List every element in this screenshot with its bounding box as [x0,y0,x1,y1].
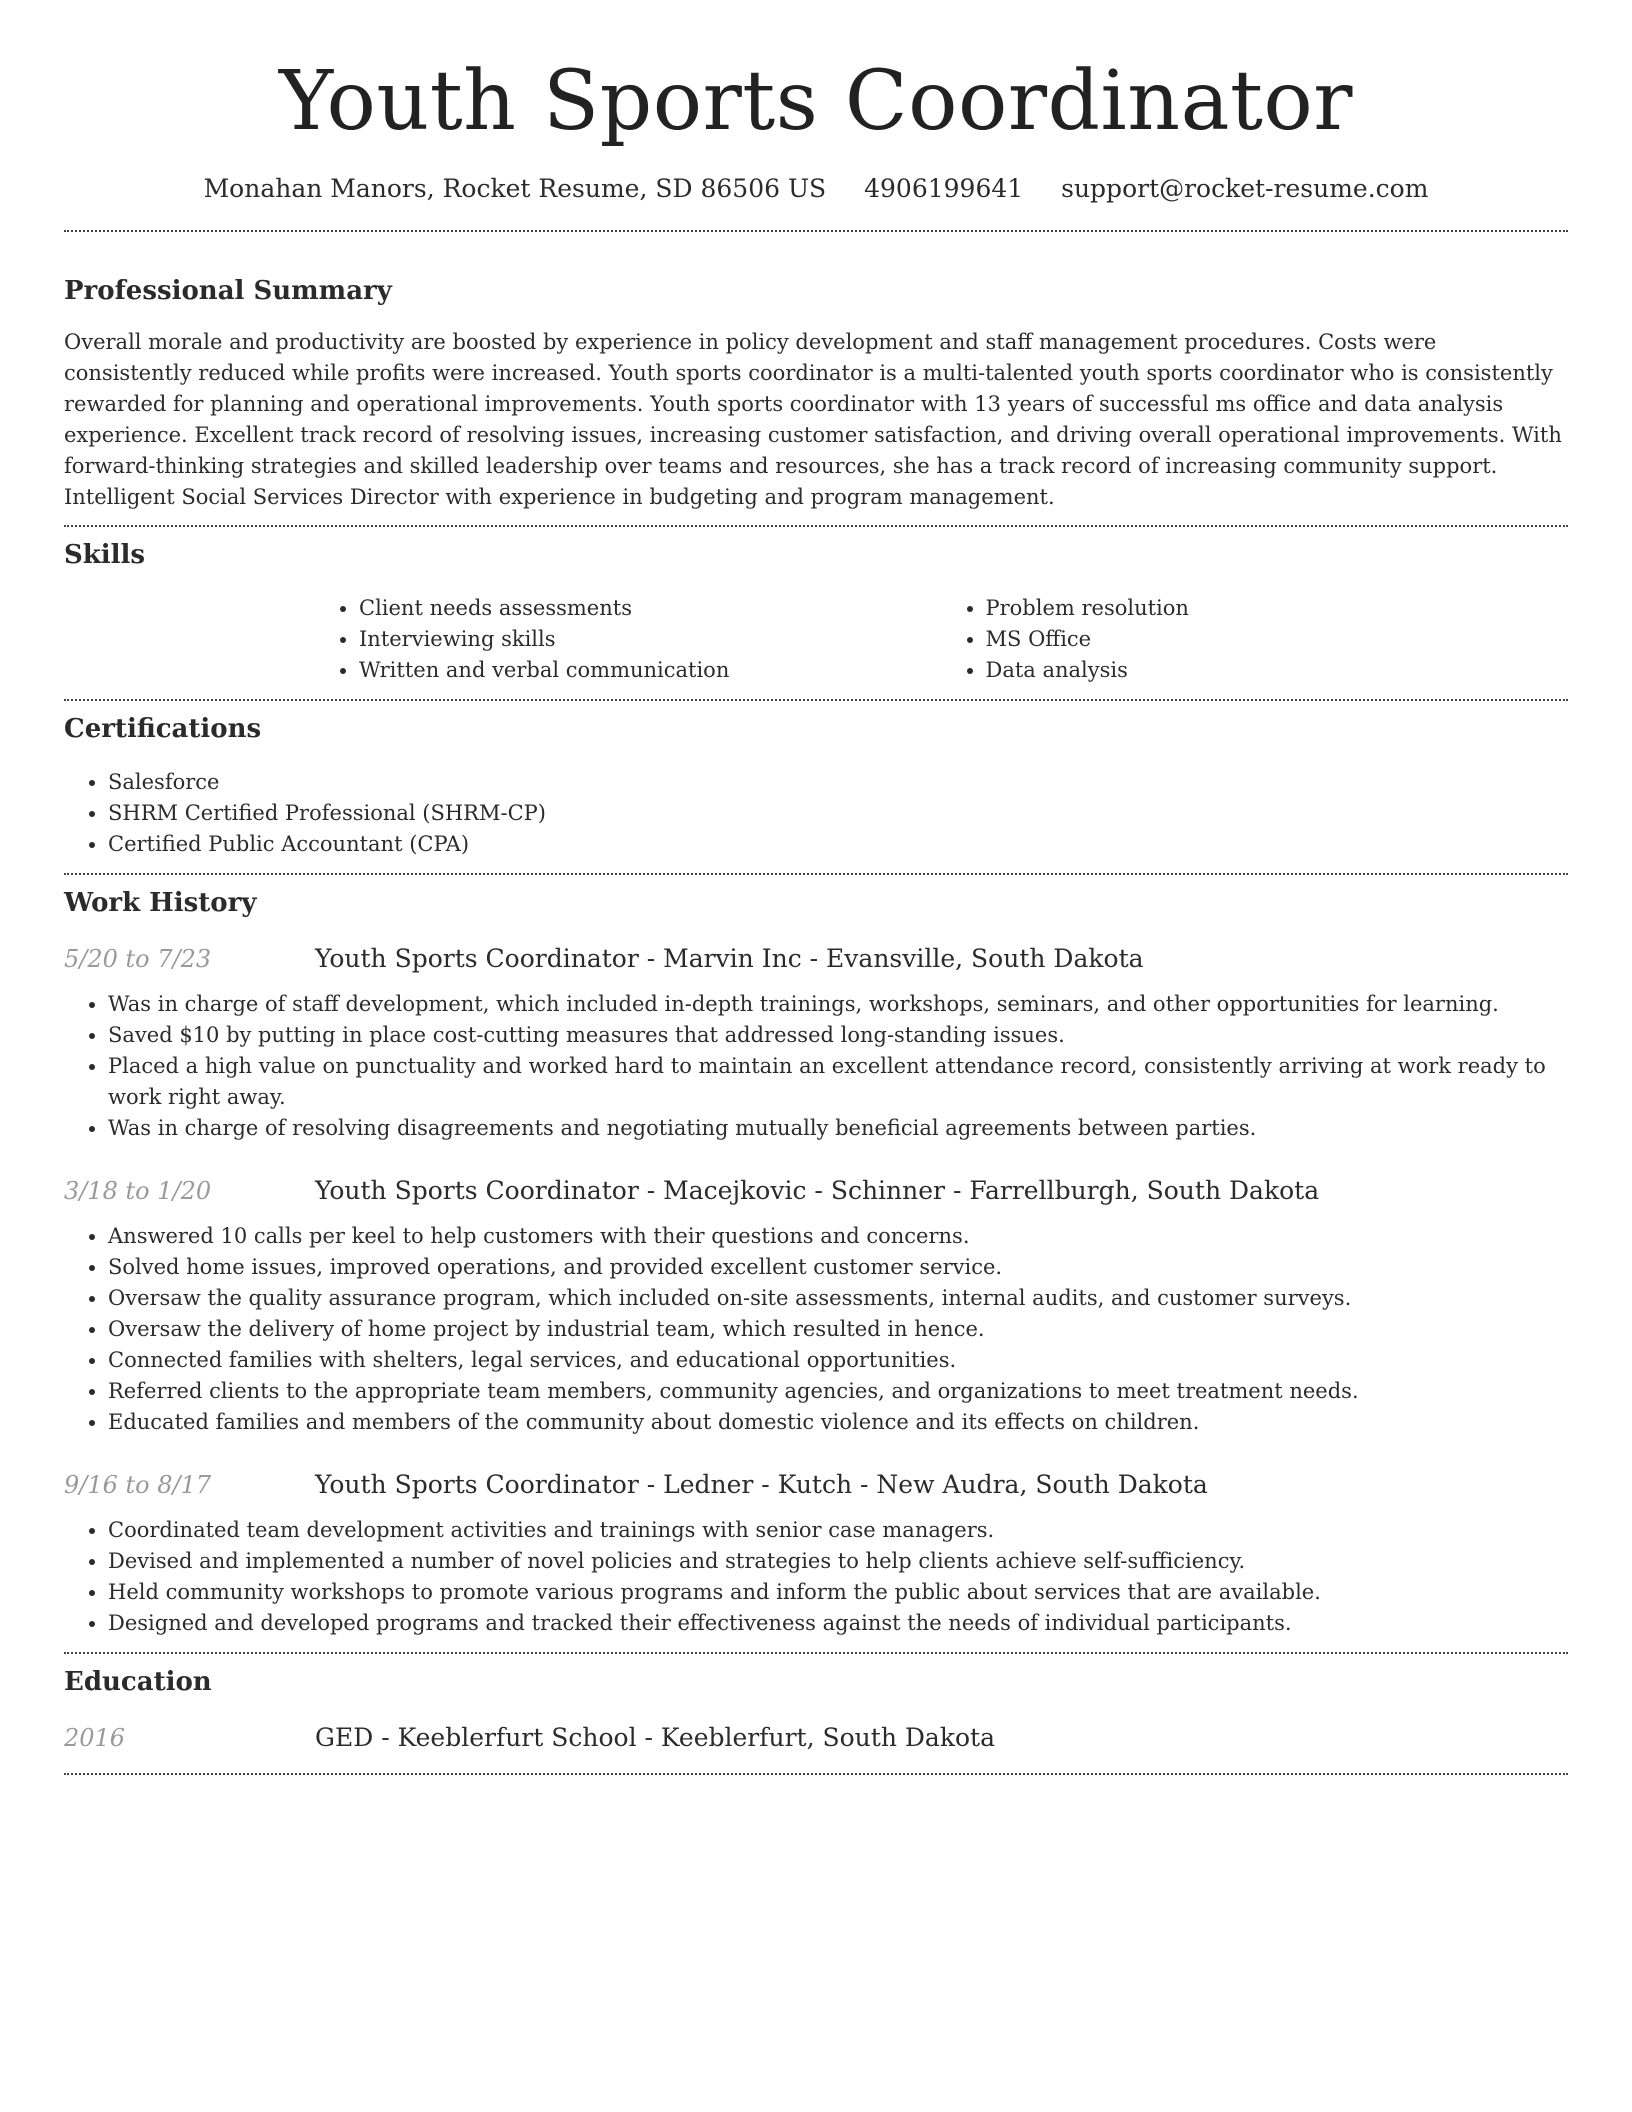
job-bullet: • Solved home issues, improved operations, and provided excellent customer service. [108,1252,1568,1283]
job-dates: 9/16 to 8/17 [64,1471,212,1499]
education-entry [64,1721,1568,1755]
job-dates: 3/18 to 1/20 [64,1177,212,1205]
job-bullet: • Designed and developed programs and tracked their effectiveness against the needs of individual participants. [108,1608,1568,1639]
certification-item: • Certified Public Accountant (CPA) [108,829,1568,860]
resume-page [64,0,1568,1775]
job-header [64,1468,1568,1502]
job-title: Youth Sports Coordinator - Macejkovic - Schinner - Farrellburgh, South Dakota [315,1176,1320,1205]
job-bullet: • Saved $10 by putting in place cost-cutting measures that addressed long-standing issues. [108,1020,1568,1051]
contact-email: support@rocket-resume.com [1061,174,1429,203]
job-bullet: • Coordinated team development activities and trainings with senior case managers. [108,1515,1568,1546]
certification-item: • Salesforce [108,767,1568,798]
job-entry [64,1174,1568,1438]
job-bullet: • Placed a high value on punctuality and worked hard to maintain an excellent attendance record, consistently arriving at work ready to work right away. [108,1051,1568,1113]
job-bullets [64,989,1568,1144]
job-bullet: • Was in charge of resolving disagreements and negotiating mutually beneficial agreements between parties. [108,1113,1568,1144]
job-entry [64,1468,1568,1639]
work-section [64,875,1568,1639]
job-entry [64,942,1568,1144]
certifications-section [64,701,1568,860]
summary-text: Overall morale and productivity are boosted by experience in policy development and staff management procedures. Costs were consistently reduced while profits were increased. Youth sports coordinator is a multi-talented youth sports coordinator who is consistently rewarded for planning and operational improvements. Youth sports coordinator with 13 years of successful ms office and data analysis experience. Excellent track record of resolving issues, increasing customer satisfaction, and driving overall operational improvements. With forward-thinking strategies and skilled leadership over teams and resources, she has a track record of increasing community support. Intelligent Social Services Director with experience in budgeting and program management. [64,330,1562,509]
skills-list-right [942,593,1569,686]
certifications-list [64,767,1568,860]
job-bullet: • Connected families with shelters, legal services, and educational opportunities. [108,1345,1568,1376]
job-bullet: • Answered 10 calls per keel to help customers with their questions and concerns. [108,1221,1568,1252]
job-header [64,1174,1568,1208]
summary-title: Professional Summary [64,276,392,306]
job-header [64,942,1568,976]
job-bullet: • Was in charge of staff development, which included in-depth trainings, workshops, seminars, and other opportunities for learning. [108,989,1568,1020]
work-title: Work History [64,888,257,918]
job-bullet: • Referred clients to the appropriate team members, community agencies, and organizations to meet treatment needs. [108,1376,1568,1407]
section-divider [64,1773,1568,1775]
job-bullet: • Oversaw the delivery of home project by industrial team, which resulted in hence. [108,1314,1568,1345]
job-bullets [64,1221,1568,1438]
skill-item: • Written and verbal communication [359,655,942,686]
skills-grid [315,593,1568,686]
job-bullet: • Devised and implemented a number of novel policies and strategies to help clients achieve self-sufficiency. [108,1546,1568,1577]
job-dates: 5/20 to 7/23 [64,945,212,973]
certifications-title: Certifications [64,714,262,744]
job-title: Youth Sports Coordinator - Marvin Inc - Evansville, South Dakota [315,944,1144,973]
education-title: Education [64,1667,212,1697]
job-bullet: • Oversaw the quality assurance program, which included on-site assessments, internal audits, and customer surveys. [108,1283,1568,1314]
skill-item: • Problem resolution [986,593,1569,624]
skill-item: • Interviewing skills [359,624,942,655]
job-bullet: • Held community workshops to promote various programs and inform the public about services that are available. [108,1577,1568,1608]
skills-title: Skills [64,540,146,570]
contact-address: Monahan Manors, Rocket Resume, SD 86506 US [203,174,827,203]
contact-phone: 4906199641 [864,174,1024,203]
skill-item: • Client needs assessments [359,593,942,624]
certification-item: • SHRM Certified Professional (SHRM-CP) [108,798,1568,829]
job-bullets [64,1515,1568,1639]
skills-list-left [315,593,942,686]
skills-section [64,527,1568,686]
candidate-name: Youth Sports Coordinator [279,54,1353,149]
education-title-text: GED - Keeblerfurt School - Keeblerfurt, South Dakota [315,1723,995,1752]
skill-item: • MS Office [986,624,1569,655]
summary-section [64,232,1568,513]
skill-item: • Data analysis [986,655,1569,686]
contact-info [64,172,1568,206]
education-section [64,1654,1568,1755]
job-title: Youth Sports Coordinator - Ledner - Kutch - New Audra, South Dakota [315,1470,1208,1499]
education-year: 2016 [64,1724,126,1752]
job-bullet: • Educated families and members of the community about domestic violence and its effects on children. [108,1407,1568,1438]
